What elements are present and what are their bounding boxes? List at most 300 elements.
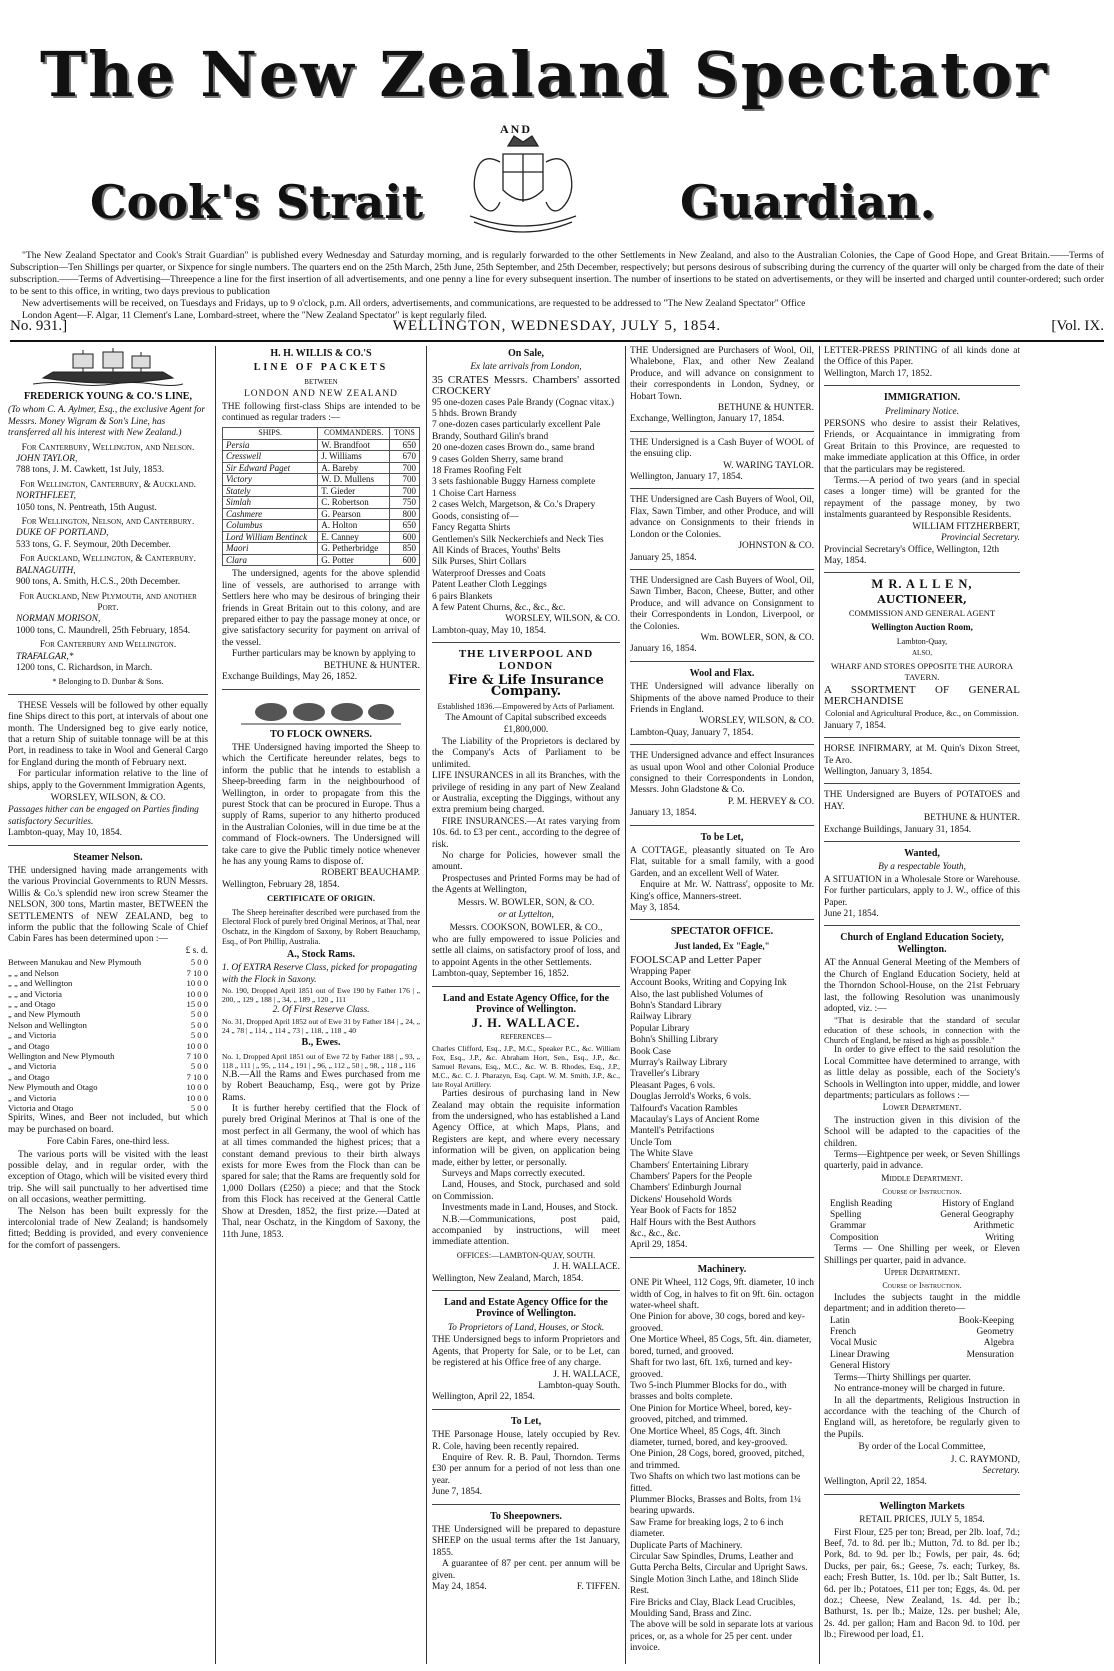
fare-row xyxy=(8,1093,208,1103)
advert-body: A SSORTMENT OF GENERAL MERCHANDISE xyxy=(824,683,1020,707)
commander-name: W. Brandfoot xyxy=(318,439,390,451)
advert-vessels xyxy=(8,701,208,846)
fare-row xyxy=(8,1030,208,1040)
machinery-item: Saw Frame for breaking logs, 2 to 6 inch diameter. xyxy=(630,1517,784,1540)
advert-wool-flax xyxy=(630,668,814,745)
masthead-and: AND xyxy=(500,122,532,136)
commander-name: E. Canney xyxy=(318,531,390,543)
advert-body: THE Undersigned are Cash Buyers of Wool, Oil, Sawn Timber, Bacon, Cheese, Butter, and other Produce, and will advance on Consignment to their Correspondents in London, Liverpool, or the Colonies. xyxy=(630,575,814,632)
advert-immigration xyxy=(824,392,1020,573)
book-item: Year Book of Facts for 1852 xyxy=(630,1206,737,1217)
advert-signature: Wm. BOWLER, SON, & CO. xyxy=(700,632,814,643)
advert-title: Wool and Flax. xyxy=(689,667,755,679)
markets-title: Wellington Markets xyxy=(879,1500,965,1512)
fare-row xyxy=(8,1020,208,1030)
department-heading: Middle Department. xyxy=(881,1173,963,1184)
commander-name: C. Robertson xyxy=(318,497,390,509)
sale-item: Waterproof Dresses and Coats xyxy=(432,568,546,579)
rams-class: 2. Of First Reserve Class. xyxy=(272,1005,370,1015)
advert-date: Exchange Buildings, January 31, 1854. xyxy=(824,824,972,835)
advert-body: A guarantee of 87 per cent. per annum will be given. xyxy=(432,1559,620,1581)
advert-body: Further particulars may be known by applying to xyxy=(232,649,416,660)
subject: Latin xyxy=(830,1315,850,1326)
sale-item: 7 one-dozen cases particularly excellent Pale Brandy, Southard Gilin's brand xyxy=(432,420,601,442)
fare-amount: 5 0 0 xyxy=(190,1009,208,1020)
ship-name: Cashmere xyxy=(223,508,318,520)
fare-row xyxy=(8,1103,208,1113)
advert-subtitle: Fire & Life Insurance Company. xyxy=(448,672,604,700)
certificate-note: N.B.—All the Rams and Ewes purchased from me by Robert Beauchamp, Esq., were got by Prize Rams. xyxy=(222,1069,420,1103)
ship-name: Victory xyxy=(223,474,318,486)
advert-church-education xyxy=(824,932,1020,1494)
volume-number: [Vol. IX. xyxy=(1051,318,1104,334)
advert-date: May 24, 1854. xyxy=(432,1582,487,1592)
advert-subtitle: AUCTIONEER, xyxy=(877,592,967,606)
advert-signature: BETHUNE & HUNTER. xyxy=(717,403,814,414)
advert-signature: J. H. WALLACE. xyxy=(553,1262,620,1273)
masthead-subtitle-left: Cook's Strait xyxy=(90,175,424,229)
advert-horse-infirmary xyxy=(824,744,1020,784)
advert-taylor-wool xyxy=(630,438,814,490)
book-item: &c., &c., &c. xyxy=(630,1229,681,1240)
advert-johnston xyxy=(630,495,814,569)
advert-title: M R. A L L E N, xyxy=(871,577,973,592)
fare-row xyxy=(8,1009,208,1019)
commander-name: G. Potter xyxy=(318,554,390,566)
certificate-body: It is further hereby certified that the Flock of purely bred Original Merinos at Thal is one of the most perfect in all Germany, the wool of which has at all times commanded the highest prices; that a constant demand previous to their birth always exists for more Ewes from the Flock than can be spared for sale; that the Rams are frequently sold for 1,000 Dollars (£250) a piece; and that the Stock from this Flock has received at the General Cattle Show at Dresden, 1852, the first prize.—Dated at Thal, near Oschatz, in the Kingdom of Saxony, the 11th June, 1853. xyxy=(222,1104,420,1240)
advert-body: Enquire at Mr. W. Nattrass', opposite to Mr. King's office, Manners-street. xyxy=(630,880,814,902)
advert-body: Prospectuses and Printed Forms may be had of the Agents at Wellington, xyxy=(432,873,620,896)
advert-subtitle: To Proprietors of Land, Houses, or Stock. xyxy=(447,1322,605,1333)
advert-body: who are fully empowered to issue Policies and settle all claims, on satisfactory proof of loss, and to appoint Agents in the other Settlements. xyxy=(432,934,620,968)
subject-row xyxy=(824,1199,1020,1210)
route-heading: For Wellington, Canterbury, & Auckland. xyxy=(20,479,196,490)
table-row xyxy=(223,474,420,486)
ship-tons: 700 xyxy=(390,474,420,486)
advert-body: THE following first-class Ships are intended to be continued as regular traders :— xyxy=(222,401,420,424)
advert-footer xyxy=(432,1582,620,1593)
sale-item: Gentlemen's Silk Neckerchiefs and Neck Ties xyxy=(432,534,604,545)
book-item: Chambers' Papers for the People xyxy=(630,1172,752,1182)
route-item xyxy=(8,443,208,477)
advert-body: THESE Vessels will be followed by other equally fine Ships direct to this port, at intervals of about one month. The Undersigned beg to give early notice, that a return Ship of suitable tonnage will be at this Port, in readiness to take in Wool and General Cargo for England during the month of February next. xyxy=(8,700,208,768)
advert-sheepowners xyxy=(432,1511,620,1599)
advert-date: January 16, 1854. xyxy=(630,644,697,655)
table-row xyxy=(223,439,420,451)
advert-subtitle: Preliminary Notice. xyxy=(884,406,960,417)
course-heading: Course of Instruction. xyxy=(882,1187,962,1197)
advert-wharf: WHARF AND STORES OPPOSITE THE AURORA TAVERN. xyxy=(830,660,1014,683)
fare-amount: 10 0 0 xyxy=(186,1040,208,1051)
advert-signature: BETHUNE & HUNTER. xyxy=(923,813,1020,824)
machinery-item: Duplicate Parts of Machinery. xyxy=(630,1540,743,1551)
department-heading: Lower Department. xyxy=(882,1103,962,1114)
advert-subtitle: By a respectable Youth, xyxy=(878,862,966,873)
advert-body: Land, Houses, and Stock, purchased and sold on Commission. xyxy=(432,1180,620,1202)
sailing-ship-icon xyxy=(33,348,183,388)
advert-date: January 25, 1854. xyxy=(630,552,697,563)
advert-lead: FOOLSCAP and Letter Paper xyxy=(630,954,762,967)
book-item: Chambers' Edinburgh Journal xyxy=(630,1183,742,1194)
fare-row xyxy=(8,1041,208,1051)
advert-signature: WORSLEY, WILSON, & CO. xyxy=(505,614,620,625)
advert-body: The Nelson has been built expressly for the intercolonial trade of New Zealand; is handsomely fitted; Bedding is provided, and every convenience for the comfort of passengers. xyxy=(8,1206,208,1251)
advert-offices: OFFICES:—LAMBTON-QUAY, SOUTH. xyxy=(456,1250,596,1260)
dateline xyxy=(10,318,1104,342)
advert-date: January 7, 1854. xyxy=(824,720,886,731)
advert-title: On Sale, xyxy=(507,348,545,359)
fare-amount: 5 0 0 xyxy=(190,1102,208,1113)
column-rule xyxy=(215,346,216,1664)
advert-body: Investments made in Land, Houses, and Stock. xyxy=(442,1203,618,1214)
advert-body: THE Undersigned are Purchasers of Wool, Oil, Whalebone, Flax, and other New Zealand Produce, and will advance on consignment to their correspondents in London, Sydney, or Hobart Town. xyxy=(630,346,814,402)
sale-item: Patent Leather Cloth Leggings xyxy=(432,580,547,591)
advert-parsonage xyxy=(432,1416,620,1505)
advert-date: Exchange, Wellington, January 17, 1854. xyxy=(630,414,785,425)
advert-or: or at Lyttelton, xyxy=(498,910,554,921)
advert-title: IMMIGRATION. xyxy=(883,392,961,404)
advert-date: Lambton-Quay, January 7, 1854. xyxy=(630,727,754,738)
fare-amount: 5 0 0 xyxy=(190,1061,208,1072)
advert-goods: Colonial and Agricultural Produce, &c., on Commission. xyxy=(825,708,1019,719)
route-heading: For Wellington, Nelson, and Canterbury. xyxy=(21,517,195,528)
ship-details: 1000 tons, C. Maundrell, 25th February, 1854. xyxy=(16,625,191,636)
advert-title: To Let, xyxy=(510,1415,542,1427)
fare-row xyxy=(8,989,208,999)
table-row xyxy=(223,508,420,520)
table-row xyxy=(223,485,420,497)
advert-body: In all the departments, Religious Instruction in accordance with the teaching of the Church of England will, as heretofore, be regularly given to the Pupils. xyxy=(824,1395,1020,1440)
advert-willis-packets xyxy=(222,348,420,690)
advert-date: Lambton-quay, May 10, 1854. xyxy=(8,828,122,839)
advert-date: Wellington, March 17, 1852. xyxy=(824,368,933,379)
fare-route: „ and Victoria xyxy=(8,1030,57,1041)
fare-route: Between Manukau and New Plymouth xyxy=(8,957,142,968)
advert-role: Secretary. xyxy=(982,1465,1020,1476)
column-header: SHIPS. xyxy=(223,428,318,440)
ship-tons: 700 xyxy=(390,462,420,474)
column-header: COMMANDERS. xyxy=(318,428,390,440)
advert-signature: J. C. RAYMOND, xyxy=(950,1454,1020,1465)
fare-route: „ and Otago xyxy=(8,1040,50,1051)
advert-body: Surveys and Maps correctly executed. xyxy=(442,1169,585,1179)
terms: Terms — One Shilling per week, or Eleven Shillings per quarter, paid in advance. xyxy=(824,1244,1020,1266)
advert-date: Wellington, January 17, 1854. xyxy=(630,472,743,483)
route-heading: For Auckland, Wellington, & Canterbury. xyxy=(20,554,196,565)
machinery-item: Two Shafts on which two last motions can be fitted. xyxy=(630,1472,801,1494)
ship-details: 788 tons, J. M. Cawkett, 1st July, 1853. xyxy=(16,465,165,476)
terms: Terms—Thirty Shillings per quarter. xyxy=(834,1372,971,1383)
book-item: Chambers' Entertaining Library xyxy=(630,1160,749,1171)
table-row xyxy=(223,531,420,543)
sale-item: All Kinds of Braces, Youths' Belts xyxy=(432,545,561,556)
advert-liverpool-insurance xyxy=(432,649,620,986)
fare-amount: 5 0 0 xyxy=(190,957,208,968)
certificate-body: The Sheep hereinafter described were purchased from the Electoral Flock of purely bred Original Merinos, at Thal, near Oschatz, in the Kingdom of Saxony, by Robert Beauchamp, Esq., of Port Phillip, Australia. xyxy=(222,907,420,946)
ewes-rows: No. 1, Dropped April 1851 out of Ewe 72 by Father 188 | „ 93, „ 118 „ 111 | „ 95, „ 114 „ 191 | „ 96, „ 112 „ 50 | „ 98, „ 118 „ 116 xyxy=(222,1051,420,1070)
ship-name: Lord William Bentinck xyxy=(223,531,318,543)
advert-subtitle: LINE OF PACKETS xyxy=(253,362,389,374)
book-item: The White Slave xyxy=(630,1149,693,1160)
advert-body: The undersigned, agents for the above splendid line of vessels, are authorised to arrange with Settlers here who may be desirous of bringing their friends in Great Britain out to this colony, and are prepared either to pay the passage money at once, or give satisfactory security for payment on arrival of the vessel. xyxy=(222,569,420,648)
subject-row xyxy=(824,1233,1020,1244)
ship-name: Stately xyxy=(223,485,318,497)
column-4 xyxy=(630,346,814,1664)
fare-route: Nelson and Wellington xyxy=(8,1019,87,1030)
rams-class: 1. Of EXTRA Reserve Class, picked for propagating with the Flock in Saxony. xyxy=(222,963,418,985)
advert-bowler xyxy=(630,576,814,662)
advert-date: Exchange Buildings, May 26, 1852. xyxy=(222,672,358,683)
issue-date: WELLINGTON, WEDNESDAY, JULY 5, 1854. xyxy=(392,318,722,334)
book-item: Railway Library xyxy=(630,1012,692,1023)
book-item: Mantell's Petrifactions xyxy=(630,1126,715,1137)
advert-body: N.B.—Communications, post paid, accompanied by instructions, will meet immediate attention. xyxy=(432,1214,620,1248)
sale-item: 5 hhds. Brown Brandy xyxy=(432,409,517,420)
commander-name: G. Pearson xyxy=(318,508,390,520)
ship-tons: 800 xyxy=(390,508,420,520)
prospectus-terms: "The New Zealand Spectator and Cook's Strait Guardian" is published every Wednesday and Saturday morning, and is regularly forwarded to the other Settlements in New Zealand, and also to the Australian Colonies, the Cape of Good Hope, and Great Britain.——Terms of Subscription—Ten Shillings per quarter, or Sixpence for single numbers. The quarters end on the 25th March, 25th June, 25th September, and 25th December, respectively; but persons desirous of subscribing during the currency of the quarter will only be charged from the date of their subscription.——Terms of Advertising—Threepence a line for the first insertion of all advertisements, and one penny a line for every subsequent insertion. The number of insertions to be stated on advertisements, or they will be inserted and charged until counter-ordered; such order to be sent to this office, in writing, two days previous to publication xyxy=(10,250,1104,297)
fare-row xyxy=(8,1082,208,1092)
table-row xyxy=(223,520,420,532)
subject: Grammar xyxy=(830,1221,866,1232)
machinery-item: Plummer Blocks, Brasses and Bolts, from 1¼ bearing upwards. xyxy=(630,1494,802,1517)
advert-body: THE Undersigned are Cash Buyers of Wool, Oil, Flax, Sawn Timber, and other Produce, and will advance on Consignments to their friends in London or the Colonies. xyxy=(630,495,814,540)
sale-item: 2 cases Welch, Margetson, & Co.'s Drapery Goods, consisting of— xyxy=(432,500,596,522)
advert-title: Land and Estate Agency Office for the Province of Wellington. xyxy=(444,1297,608,1320)
ship-name: JOHN TAYLOR, xyxy=(16,454,78,465)
advert-body: THE Undersigned is a Cash Buyer of WOOL of the ensuing clip. xyxy=(630,437,814,460)
advert-date: Wellington, April 22, 1854. xyxy=(432,1392,535,1403)
ship-name: Cresswell xyxy=(223,451,318,463)
subject: French xyxy=(830,1327,857,1338)
ship-name: TRAFALGAR,* xyxy=(16,651,74,662)
advert-signature: BETHUNE & HUNTER. xyxy=(323,660,420,671)
fare-route: „ „ and Nelson xyxy=(8,967,59,978)
fare-amount: 7 10 0 xyxy=(186,967,208,978)
advert-agents: Messrs. COOKSON, BOWLER, & CO., xyxy=(449,922,603,933)
fare-amount: 5 0 0 xyxy=(190,1019,208,1030)
column-1 xyxy=(8,346,208,1664)
advert-cottage xyxy=(630,832,814,921)
prospectus-advertisements: New advertisements will be received, on Tuesdays and Fridays, up to 9 o'clock, p.m. All orders, advertisements, and communications, are requested to be addressed to "The New Zealand Spectator" Office xyxy=(22,298,806,309)
subject-row xyxy=(824,1338,1020,1349)
issue-number: No. 931.] xyxy=(10,318,68,334)
subjects-list xyxy=(824,1316,1020,1373)
advert-hervey xyxy=(630,751,814,825)
book-item: Murray's Railway Library xyxy=(630,1057,728,1068)
fare-amount: 7 10 0 xyxy=(186,1071,208,1082)
advert-body: THE Undersigned will be prepared to depasture SHEEP on the usual terms after the 1st January, 1855. xyxy=(432,1524,620,1558)
ship-tons: 700 xyxy=(390,485,420,497)
advert-title: Land and Estate Agency Office, for the Province of Wellington. xyxy=(442,992,610,1015)
book-item: Dickens' Household Words xyxy=(630,1194,732,1205)
subject: Book-Keeping xyxy=(958,1315,1014,1326)
sale-item: A few Patent Churns, &c., &c., &c. xyxy=(432,602,566,613)
advert-date: Provincial Secretary's Office, Wellington, 12th May, 1854. xyxy=(824,544,1000,566)
terms: Terms—Eightpence per week, or Seven Shillings quarterly, paid in advance. xyxy=(824,1149,1020,1172)
ship-tons: 600 xyxy=(390,554,420,566)
advert-body: Spirits, Wines, and Beer not included, but which may be purchased on board. xyxy=(8,1113,208,1135)
references-list: Charles Clifford, Esq., J.P., M.C., Speaker P.C., &c. William Fox, Esq., J.P., &c. Abraham Hort, Sen., Esq., J.P., &c. Samuel Revans, Esq., M.C., &c. W. B. Rhodes, Esq., J.P., M.C., &c. C. J. Pharazyn, Esq. Capt. W. M. Smith, J.P., &c., late Royal Artillery. xyxy=(432,1044,620,1090)
advert-route: LONDON AND NEW ZEALAND xyxy=(244,389,398,400)
commander-name: A. Holton xyxy=(318,520,390,532)
fare-row xyxy=(8,1051,208,1061)
advert-title: Wanted, xyxy=(904,848,940,860)
table-row xyxy=(223,497,420,509)
masthead-title: The New Zealand Spectator xyxy=(40,38,1049,111)
masthead xyxy=(0,0,1114,250)
ship-tons: 850 xyxy=(390,543,420,555)
subject-row xyxy=(824,1221,1020,1232)
ship-name: Maori xyxy=(223,543,318,555)
fare-amount: 7 10 0 xyxy=(186,1050,208,1061)
sale-item: 6 pairs Blankets xyxy=(432,591,493,602)
advert-between: BETWEEN xyxy=(304,377,338,386)
advert-date: June 7, 1854. xyxy=(432,1487,482,1498)
advert-also: ALSO, xyxy=(911,649,933,658)
subject-row xyxy=(824,1210,1020,1221)
advert-bethune-wool xyxy=(630,346,814,432)
advert-subtitle: Just landed, Ex "Eagle," xyxy=(674,940,770,951)
advert-letterpress xyxy=(824,346,1020,386)
ship-details: 1050 tons, N. Pentreath, 15th August. xyxy=(16,502,157,513)
advert-body: ONE Pit Wheel, 112 Cogs, 9ft. diameter, 10 inch width of Cog, in halves to fit on 9ft. 6in. octagon water-wheel shaft. xyxy=(630,1278,814,1312)
subject: Geometry xyxy=(976,1327,1014,1338)
column-rule xyxy=(625,346,626,1664)
subject-row xyxy=(824,1361,1020,1372)
advert-flock-owners xyxy=(222,696,420,1246)
ship-details: 900 tons, A. Smith, H.C.S., 20th December. xyxy=(16,577,181,588)
advert-wallace-agency xyxy=(432,993,620,1292)
fare-route: Wellington and New Plymouth xyxy=(8,1050,115,1061)
column-2 xyxy=(222,346,420,1664)
fare-route: New Plymouth and Otago xyxy=(8,1082,98,1093)
ship-name: DUKE OF PORTLAND, xyxy=(16,528,109,539)
advert-signature: W. WARING TAYLOR. xyxy=(723,460,814,471)
advert-signature: WILLIAM FITZHERBERT, xyxy=(912,521,1020,532)
book-item: Bohn's Standard Library xyxy=(630,1000,722,1011)
sale-item: 20 one-dozen cases Brown do., same brand xyxy=(432,443,595,454)
subject: Composition xyxy=(830,1232,879,1243)
subject: Arithmetic xyxy=(973,1221,1014,1232)
advert-body: LIFE INSURANCES in all its Branches, with the privilege of residing in any part of New Zealand or Australia, excepting the Diggings, without any extra premium being charged. xyxy=(432,771,620,816)
fare-route: „ „ and Otago xyxy=(8,998,56,1009)
advert-title: THE LIVERPOOL AND LONDON xyxy=(458,648,594,672)
markets-prices: First Flour, £25 per ton; Bread, per 2lb. loaf, 7d.; Beef, 7d. to 8d. per lb.; Mutton, 7d. to 8d. per lb.; Pork, 8d. to 9d. per lb.; Fowls, per pair, 4s. 6d; Ducks, per pair, 6s.; Geese, 7s. each; Turkey, 8s. each; Fresh Butter, 1s. 10d. per lb.; Salt Butter, 1s. 6d. per lb.; Potatoes, £11 per ton; Eggs, 4s. 0d. per doz.; Cheese, New Zealand, 1s. 4d. per lb.; Bathurst, 1s. per lb.; Maize, 12s. per bushel; Ale, 2s. 4d. per gallon; Ham and Bacon 9d. to 10d. per lb.; Firewood per load, £1. xyxy=(824,1527,1020,1641)
subject: Algebra xyxy=(983,1338,1014,1349)
prospectus-london-agent: London Agent—F. Algar, 11 Clement's Lane, Lombard-street, where the "New Zealand Spectator" is kept regularly filed. xyxy=(22,310,487,321)
fare-amount: 5 0 0 xyxy=(190,1030,208,1041)
machinery-item: One Pinion, 28 Cogs, bored, grooved, pitched, and trimmed. xyxy=(630,1449,805,1471)
column-rule xyxy=(426,346,427,1664)
fare-row xyxy=(8,1061,208,1071)
advert-title: To Sheepowners. xyxy=(490,1510,562,1522)
advert-body: FIRE INSURANCES.—At rates varying from 10s. 6d. to £3 per cent., according to the degree of risk. xyxy=(432,816,620,850)
rams-rows: No. 31, Dropped April 1852 out of Ewe 31 by Father 184 | „ 24, „ 24 „ 78 | „ 114, „ 114 „ 73 | „ 118, „ 118 „ 40 xyxy=(222,1017,420,1036)
table-row xyxy=(223,451,420,463)
machinery-item: The above will be sold in separate lots at various prices, or, as a whole for 25 per cent. under invoice. xyxy=(630,1620,814,1654)
advert-potatoes xyxy=(824,790,1020,842)
advert-signature: F. TIFFEN. xyxy=(576,1582,620,1592)
book-item: Popular Library xyxy=(630,1023,690,1034)
advert-date: Lambton-quay, September 16, 1852. xyxy=(432,969,569,980)
table-row xyxy=(223,543,420,555)
route-heading: For Canterbury and Wellington. xyxy=(39,640,177,651)
ship-tons: 750 xyxy=(390,497,420,509)
ship-tons: 650 xyxy=(390,520,420,532)
subject: Linear Drawing xyxy=(830,1349,890,1360)
advert-title: FREDERICK YOUNG & CO.'S LINE, xyxy=(24,391,192,402)
advert-body: THE Parsonage House, lately occupied by Rev. R. Cole, having been recently repaired. xyxy=(432,1430,620,1452)
advert-body: THE Undersigned advance and effect Insurances as usual upon Wool and other Colonial Produce consigned to their Correspondents in London, Messrs. John Gladstone & Co. xyxy=(630,751,814,796)
advert-body: No entrance-money will be charged in future. xyxy=(834,1384,1005,1395)
fare-route: „ „ and Victoria xyxy=(8,988,62,999)
advert-body: Enquire of Rev. R. B. Paul, Thorndon. Terms £30 per annum for a period of not less than one year. xyxy=(432,1452,620,1486)
column-header: TONS xyxy=(390,428,420,440)
commander-name: G. Petherbridge xyxy=(318,543,390,555)
ship-details: 533 tons, G. F. Seymour, 20th December. xyxy=(16,539,171,550)
department-heading: Upper Department. xyxy=(884,1268,960,1279)
advert-body: Parties desirous of purchasing land in New Zealand may obtain the requisite information from the undersigned, who has established a Land Agency Office, at which Maps, Plans, and Registers are kept, and where every necessary information will be given, on application being made, either by letter, or personally. xyxy=(432,1089,620,1168)
table-row xyxy=(223,462,420,474)
machinery-item: Circular Saw Spindles, Drums, Leather and Gutta Percha Belts, Circular and Upright Saws. xyxy=(630,1552,808,1574)
machinery-item: One Pinion for above, 30 cogs, bored and key-grooved. xyxy=(630,1312,805,1334)
book-item: Half Hours with the Best Authors xyxy=(630,1217,756,1228)
commander-name: W. D. Mullens xyxy=(318,474,390,486)
advert-role: COMMISSION AND GENERAL AGENT xyxy=(848,608,996,619)
advert-title: H. H. WILLIS & CO.'S xyxy=(270,348,372,359)
advert-body: AT the Annual General Meeting of the Members of the Church of England Education Society, held at the Thorndon School-House, on the 21st February last, the following Resolution was unanimously adopted, viz. :— xyxy=(824,958,1020,1014)
advert-title: To be Let, xyxy=(700,831,744,843)
certificate-title: CERTIFICATE OF ORIGIN. xyxy=(266,893,376,904)
advert-title: Machinery. xyxy=(697,1263,747,1275)
sale-item: 95 one-dozen cases Pale Brandy (Cognac vitax.) xyxy=(432,397,614,408)
currency-header: £ s. d. xyxy=(185,945,208,956)
advert-body: PERSONS who desire to assist their Relatives, Friends, or Acquaintance in immigrating from Great Britain to this Province, are requested to make immediate application at this Office, in order that the particulars may be registered. xyxy=(824,419,1020,475)
route-item xyxy=(8,592,208,638)
ship-name: NORTHFLEET, xyxy=(16,491,76,502)
advert-title: Church of England Education Society, Wellington. xyxy=(840,932,1004,955)
subject: General Geography xyxy=(940,1210,1014,1220)
column-3 xyxy=(432,346,620,1664)
sheep-illustration-icon xyxy=(241,696,401,726)
commander-name: J. Williams xyxy=(318,451,390,463)
subject-row xyxy=(824,1316,1020,1327)
advert-agents: Messrs. W. BOWLER, SON, & CO. xyxy=(457,897,595,908)
advert-date: Wellington, January 3, 1854. xyxy=(824,767,933,777)
route-item xyxy=(8,640,208,674)
fare-route: „ and Victoria xyxy=(8,1061,57,1072)
advert-body: Includes the subjects taught in the middle department; and in addition thereto— xyxy=(824,1292,1020,1315)
ewes-heading: B., Ewes. xyxy=(301,1037,341,1049)
fare-route: „ and New Plymouth xyxy=(8,1009,81,1020)
advert-body: A SITUATION in a Wholesale Store or Warehouse. For further particulars, apply to J. W., office of this Paper. xyxy=(824,874,1020,908)
route-heading: For Canterbury, Wellington, and Nelson. xyxy=(21,442,195,453)
subject: English Reading xyxy=(830,1198,893,1209)
royal-coat-of-arms-icon xyxy=(448,132,598,242)
fare-row xyxy=(8,978,208,988)
route-list xyxy=(8,443,208,675)
advert-title: SPECTATOR OFFICE. xyxy=(670,926,774,938)
advert-spectator-office xyxy=(630,926,814,1257)
advert-name: J. H. WALLACE. xyxy=(471,1016,581,1031)
fare-amount: 10 0 0 xyxy=(186,978,208,989)
route-item xyxy=(8,554,208,588)
fare-route: „ and Otago xyxy=(8,1071,50,1082)
subject: General History xyxy=(830,1361,891,1372)
column-5 xyxy=(824,346,1020,1664)
advert-body: THE Undersigned begs to inform Proprietors and Agents, that Property for Sale, or to be Let, can be registered at his Office free of any charge. xyxy=(432,1335,620,1369)
